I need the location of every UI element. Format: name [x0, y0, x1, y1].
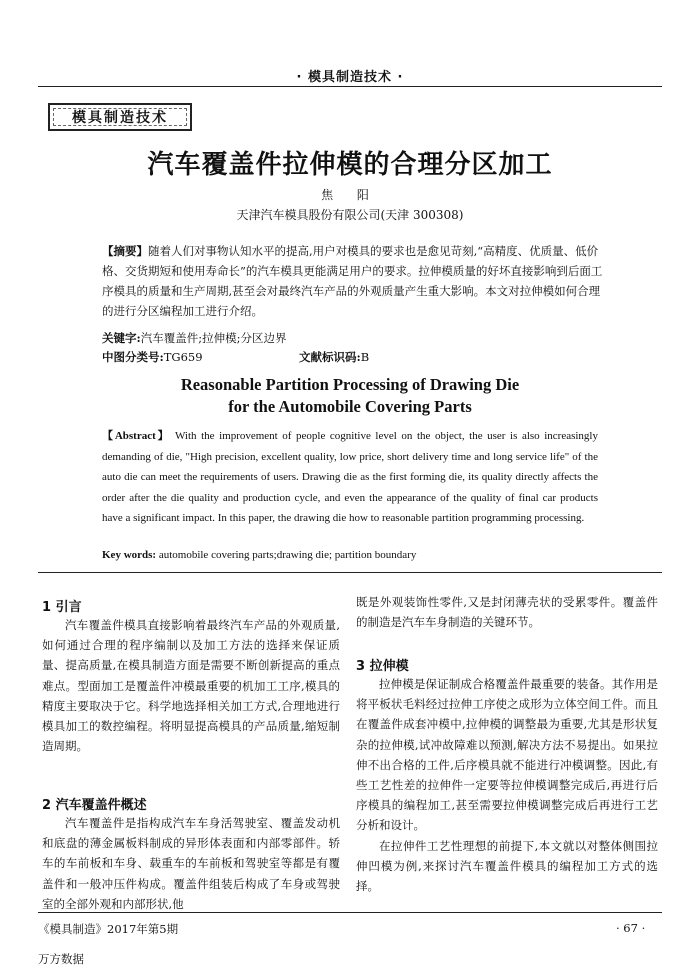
watermark-text: 万方数据 — [38, 952, 84, 966]
abstract-zh — [102, 241, 608, 321]
title-en-line2: for the Automobile Covering Parts — [228, 397, 472, 416]
keywords-en — [102, 546, 608, 564]
left-column-s1 — [42, 615, 340, 756]
left-column-s2 — [42, 813, 340, 914]
header-rule — [38, 86, 662, 87]
classification — [102, 348, 608, 366]
keywords-zh — [102, 329, 608, 347]
footer-rule — [38, 912, 662, 913]
column-badge: 模具制造技术 — [48, 103, 192, 131]
title-en-line1: Reasonable Partition Processing of Drawing Die — [180, 375, 520, 394]
right-column-s3 — [356, 674, 658, 896]
abstract-rule — [38, 572, 662, 573]
section-1-title: 1 引言 — [42, 600, 82, 615]
keywords-zh-label: 关键字: — [102, 331, 141, 345]
author: 焦 阳 — [321, 188, 379, 202]
title-zh: 汽车覆盖件拉伸模的合理分区加工 — [147, 150, 553, 180]
section-3-paragraph-2: 在拉伸件工艺性理想的前提下,本文就以对整体侧围拉伸凹模为例,来探讨汽车覆盖件模具的编程加工方式的选择。 — [356, 838, 658, 894]
affiliation: 天津汽车模具股份有限公司(天津 300308) — [236, 208, 464, 222]
footer-journal: 《模具制造》2017年第5期 — [38, 922, 179, 936]
clc-value: TG659 — [163, 350, 203, 364]
doc-code-label: 文献标识码: — [299, 350, 361, 364]
abstract-zh-label: 【摘要】 — [102, 244, 148, 258]
section-2-continuation: 既是外观装饰性零件,又是封闭薄壳状的受累零件。覆盖件的制造是汽车车身制造的关键环节。 — [356, 595, 658, 630]
section-3-title: 3 拉伸模 — [356, 659, 409, 674]
clc-label: 中图分类号: — [102, 350, 164, 364]
keywords-zh-text: 汽车覆盖件;拉伸模;分区边界 — [140, 331, 287, 345]
abstract-zh-text: 随着人们对事物认知水平的提高,用户对模具的要求也是愈见苛刻,“高精度、优质量、低价格、交货期短和使用寿命长”的汽车模具更能满足用户的要求。拉伸模质量的好坏直接影响到后面工序模具的质量和生产周期,甚至会对最终汽车产品的外观质量产生重大影响。本文对拉伸模如何合理的进行分区编程加工进行介绍。 — [102, 244, 603, 318]
footer-page-number: · 67 · — [616, 921, 646, 935]
abstract-en-label: 【Abstract】 — [102, 430, 171, 442]
running-header: · 模具制造技术 · — [296, 70, 404, 85]
right-column-s2-cont — [356, 592, 658, 632]
section-2-paragraph: 汽车覆盖件是指构成汽车车身活驾驶室、覆盖发动机和底盘的薄金属板料制成的异形体表面和内部零部件。轿车的车前板和车身、载重车的车前板和驾驶室等都是有覆盖件和一般冲压件构成。覆盖件组装后构成了车身或驾驶室的全部外观和内部形状,他 — [42, 816, 340, 911]
keywords-en-text: automobile covering parts;drawing die; partition boundary — [156, 549, 417, 561]
abstract-en — [102, 426, 598, 529]
doc-code-value: B — [360, 350, 370, 364]
title-en — [0, 374, 700, 418]
section-1-paragraph: 汽车覆盖件模具直接影响着最终汽车产品的外观质量,如何通过合理的程序编制以及加工方法的选择来保证质量、提高质量,在模具制造方面是需要不断创新提高的重点难点。型面加工是覆盖件冲模最重要的机加工工序,模具的精度主要取决于它。科学地选择相关加工方式,合理地进行模具加工的数控编程。将明显提高模具的产品质量,缩短制造周期。 — [42, 618, 340, 754]
abstract-en-text: With the improvement of people cognitive level on the object, the user is also increasingly demanding of die, "High precision, excellent quality, low price, short delivery time and long service life" of the auto die can meet the requirements of users. Drawing die as the first forming die, its quality directly affects the order after the die quality and production cycle, and even the appearance of the quality of final car products have a significant impact. In this paper, the drawing die how to reasonable partition programming processing. — [102, 430, 598, 524]
keywords-en-label: Key words: — [102, 549, 157, 561]
section-2-title: 2 汽车覆盖件概述 — [42, 798, 147, 813]
section-3-paragraph-1: 拉伸模是保证制成合格覆盖件最重要的装备。其作用是将平板状毛料经过拉伸工序使之成形为立体空间工件。而且在覆盖件成套冲模中,拉伸模的调整最为重要,尤其是形状复杂的拉伸模,试冲故障难以预测,解决方法不易提出。如果拉伸不出合格的工件,后序模具就不能进行冲模调整。因此,有些工艺性差的拉伸件一定要等拉伸模调整完成后,再进行后序模具的编程加工,甚至需要拉伸模调整完成后再进行工艺分析和设计。 — [356, 677, 658, 833]
